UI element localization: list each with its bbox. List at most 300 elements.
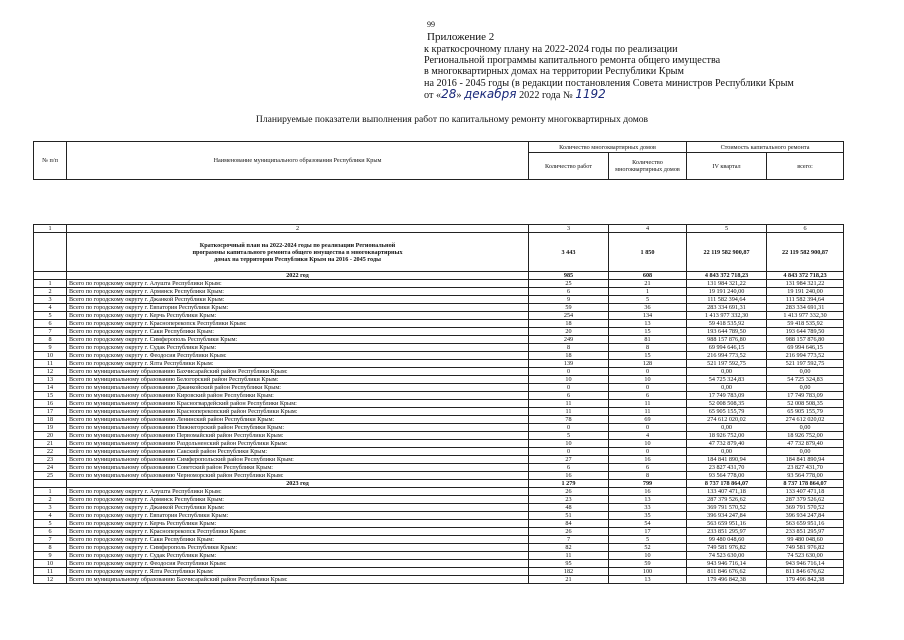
row-houses: 17	[609, 528, 687, 536]
row-q4: 23 827 431,70	[687, 464, 767, 472]
row-num: 5	[34, 520, 67, 528]
row-num: 21	[34, 440, 67, 448]
appendix-line: на 2016 - 2045 годы (в редакции постановления Совета министров Республики Крым	[424, 77, 794, 89]
row-q4: 521 197 592,75	[687, 360, 767, 368]
row-q4: 283 334 691,31	[687, 304, 767, 312]
row-num: 6	[34, 528, 67, 536]
row-houses: 81	[609, 336, 687, 344]
row-q4: 0,00	[687, 384, 767, 392]
year-works: 985	[529, 272, 609, 280]
row-total: 131 984 321,22	[767, 280, 844, 288]
row-name: Всего по городскому округу г. Симферополь Республики Крым:	[67, 544, 529, 552]
row-q4: 216 994 773,52	[687, 352, 767, 360]
row-works: 95	[529, 560, 609, 568]
row-q4: 93 564 778,00	[687, 472, 767, 480]
row-name: Всего по муниципальному образованию Джанкойский район Республики Крым:	[67, 384, 529, 392]
row-total: 17 749 783,09	[767, 392, 844, 400]
row-num: 25	[34, 472, 67, 480]
row-works: 20	[529, 328, 609, 336]
row-works: 11	[529, 408, 609, 416]
row-total: 111 582 394,64	[767, 296, 844, 304]
row-works: 6	[529, 288, 609, 296]
row-name: Всего по городскому округу г. Судак Республики Крым:	[67, 344, 529, 352]
row-works: 16	[529, 472, 609, 480]
row-name: Всего по муниципальному образованию Бахчисарайский район Республики Крым:	[67, 368, 529, 376]
row-num: 4	[34, 304, 67, 312]
row-name: Всего по городскому округу г. Евпатория Республики Крым:	[67, 512, 529, 520]
year-houses: 608	[609, 272, 687, 280]
table-row	[34, 320, 844, 328]
table-row	[34, 408, 844, 416]
row-q4: 811 846 676,62	[687, 568, 767, 576]
indicators-table	[33, 141, 844, 584]
row-q4: 233 851 295,97	[687, 528, 767, 536]
row-houses: 16	[609, 456, 687, 464]
row-works: 7	[529, 536, 609, 544]
row-total: 811 846 676,62	[767, 568, 844, 576]
row-works: 51	[529, 512, 609, 520]
row-works: 25	[529, 280, 609, 288]
year-q4: 4 843 372 718,23	[687, 272, 767, 280]
row-works: 0	[529, 368, 609, 376]
row-works: 249	[529, 336, 609, 344]
row-num: 2	[34, 496, 67, 504]
row-houses: 6	[609, 392, 687, 400]
row-name: Всего по городскому округу г. Джанкой Республики Крым:	[67, 296, 529, 304]
row-name: Всего по городскому округу г. Красноперекопск Республики Крым:	[67, 320, 529, 328]
row-name: Всего по муниципальному образованию Красноперекопский район Республики Крым:	[67, 408, 529, 416]
head-num: № п/п	[34, 142, 67, 180]
row-num: 3	[34, 296, 67, 304]
row-works: 139	[529, 360, 609, 368]
row-num: 8	[34, 544, 67, 552]
row-name: Всего по муниципальному образованию Ленинский район Республики Крым:	[67, 416, 529, 424]
table-row	[34, 528, 844, 536]
row-works: 21	[529, 576, 609, 584]
year-works: 1 279	[529, 480, 609, 488]
row-num: 6	[34, 320, 67, 328]
row-name: Всего по городскому округу г. Симферополь Республики Крым:	[67, 336, 529, 344]
table-row	[34, 448, 844, 456]
row-houses: 134	[609, 312, 687, 320]
row-name: Всего по городскому округу г. Красноперекопск Республики Крым:	[67, 528, 529, 536]
row-q4: 274 612 020,02	[687, 416, 767, 424]
row-q4: 17 749 783,09	[687, 392, 767, 400]
table-row	[34, 560, 844, 568]
row-total: 943 946 716,14	[767, 560, 844, 568]
summary-total: 22 119 582 900,87	[767, 233, 844, 272]
row-houses: 10	[609, 376, 687, 384]
row-name: Всего по муниципальному образованию Бахчисарайский район Республики Крым:	[67, 576, 529, 584]
row-num: 12	[34, 368, 67, 376]
row-houses: 0	[609, 448, 687, 456]
row-works: 0	[529, 424, 609, 432]
row-houses: 11	[609, 400, 687, 408]
appendix-line: Региональной программы капитального ремонта общего имущества	[424, 55, 721, 67]
row-total: 184 841 890,94	[767, 456, 844, 464]
row-name: Всего по городскому округу г. Керчь Республики Крым:	[67, 312, 529, 320]
row-name: Всего по городскому округу г. Саки Республики Крым:	[67, 536, 529, 544]
row-total: 369 791 570,52	[767, 504, 844, 512]
row-name: Всего по городскому округу г. Джанкой Республики Крым:	[67, 504, 529, 512]
row-works: 5	[529, 432, 609, 440]
row-num: 14	[34, 384, 67, 392]
row-q4: 193 644 789,50	[687, 328, 767, 336]
row-total: 521 197 592,75	[767, 360, 844, 368]
row-total: 99 480 048,60	[767, 536, 844, 544]
row-q4: 111 582 394,64	[687, 296, 767, 304]
row-houses: 11	[609, 408, 687, 416]
row-name: Всего по муниципальному образованию Сакский район Республики Крым:	[67, 448, 529, 456]
row-q4: 988 157 876,80	[687, 336, 767, 344]
row-name: Всего по муниципальному образованию Первомайский район Республики Крым:	[67, 432, 529, 440]
table-row	[34, 296, 844, 304]
page-number: 99	[427, 20, 435, 29]
row-houses: 35	[609, 512, 687, 520]
row-num: 13	[34, 376, 67, 384]
row-q4: 0,00	[687, 368, 767, 376]
row-works: 23	[529, 496, 609, 504]
row-total: 563 659 951,16	[767, 520, 844, 528]
row-works: 10	[529, 376, 609, 384]
row-total: 23 827 431,70	[767, 464, 844, 472]
row-num: 17	[34, 408, 67, 416]
row-num: 24	[34, 464, 67, 472]
row-houses: 69	[609, 416, 687, 424]
row-q4: 131 984 321,22	[687, 280, 767, 288]
head-total: всего:	[767, 153, 844, 180]
row-q4: 396 934 247,84	[687, 512, 767, 520]
row-q4: 54 725 324,83	[687, 376, 767, 384]
row-num: 19	[34, 424, 67, 432]
row-total: 69 994 646,15	[767, 344, 844, 352]
table-row	[34, 464, 844, 472]
row-total: 47 732 879,40	[767, 440, 844, 448]
table-row	[34, 496, 844, 504]
table-row	[34, 440, 844, 448]
row-num: 22	[34, 448, 67, 456]
year-q4: 8 737 178 864,07	[687, 480, 767, 488]
head-cost-group: Стоимость капитального ремонта	[687, 142, 844, 153]
row-num: 16	[34, 400, 67, 408]
row-works: 9	[529, 296, 609, 304]
row-total: 18 926 752,00	[767, 432, 844, 440]
table-row	[34, 352, 844, 360]
row-works: 6	[529, 392, 609, 400]
row-houses: 10	[609, 552, 687, 560]
table-row	[34, 344, 844, 352]
row-houses: 8	[609, 344, 687, 352]
row-num: 12	[34, 576, 67, 584]
row-works: 8	[529, 344, 609, 352]
row-q4: 0,00	[687, 424, 767, 432]
table-row	[34, 544, 844, 552]
row-num: 2	[34, 288, 67, 296]
row-houses: 0	[609, 384, 687, 392]
year-total: 4 843 372 718,23	[767, 272, 844, 280]
row-houses: 15	[609, 328, 687, 336]
row-total: 0,00	[767, 424, 844, 432]
row-houses: 5	[609, 536, 687, 544]
table-row	[34, 384, 844, 392]
row-q4: 47 732 879,40	[687, 440, 767, 448]
row-works: 11	[529, 552, 609, 560]
row-houses: 16	[609, 488, 687, 496]
row-num: 20	[34, 432, 67, 440]
row-q4: 18 926 752,00	[687, 432, 767, 440]
row-houses: 21	[609, 280, 687, 288]
date-year: 2022 года №	[516, 89, 573, 101]
table-row	[34, 328, 844, 336]
year-label: 2023 год	[67, 480, 529, 488]
row-q4: 99 480 048,60	[687, 536, 767, 544]
table-row	[34, 472, 844, 480]
row-q4: 69 994 646,15	[687, 344, 767, 352]
row-houses: 8	[609, 472, 687, 480]
row-name: Всего по городскому округу г. Феодосия Республики Крым:	[67, 352, 529, 360]
table-row	[34, 304, 844, 312]
row-q4: 749 581 976,82	[687, 544, 767, 552]
row-name: Всего по городскому округу г. Судак Республики Крым:	[67, 552, 529, 560]
row-total: 396 934 247,84	[767, 512, 844, 520]
table-row	[34, 392, 844, 400]
row-q4: 369 791 570,52	[687, 504, 767, 512]
row-q4: 287 379 526,62	[687, 496, 767, 504]
year-houses: 799	[609, 480, 687, 488]
row-q4: 74 523 630,00	[687, 552, 767, 560]
head-works: Количество работ	[529, 153, 609, 180]
row-name: Всего по муниципальному образованию Советский район Республики Крым:	[67, 464, 529, 472]
row-houses: 0	[609, 368, 687, 376]
row-name: Всего по городскому округу г. Армянск Республики Крым:	[67, 496, 529, 504]
row-total: 988 157 876,80	[767, 336, 844, 344]
row-total: 59 418 535,92	[767, 320, 844, 328]
row-num: 10	[34, 352, 67, 360]
row-num: 15	[34, 392, 67, 400]
table-row	[34, 280, 844, 288]
row-total: 287 379 526,62	[767, 496, 844, 504]
row-num: 5	[34, 312, 67, 320]
summary-q4: 22 119 582 900,87	[687, 233, 767, 272]
row-name: Всего по муниципальному образованию Кировский район Республики Крым:	[67, 392, 529, 400]
row-total: 19 191 240,00	[767, 288, 844, 296]
row-works: 82	[529, 544, 609, 552]
row-works: 59	[529, 304, 609, 312]
row-total: 193 644 789,50	[767, 328, 844, 336]
row-houses: 128	[609, 360, 687, 368]
row-total: 74 523 630,00	[767, 552, 844, 560]
row-houses: 59	[609, 560, 687, 568]
row-q4: 52 008 508,35	[687, 400, 767, 408]
summary-works: 3 443	[529, 233, 609, 272]
row-total: 54 725 324,83	[767, 376, 844, 384]
row-q4: 1 413 977 332,30	[687, 312, 767, 320]
row-num: 1	[34, 280, 67, 288]
row-name: Всего по муниципальному образованию Нижнегорский район Республики Крым:	[67, 424, 529, 432]
col-number: 2	[67, 225, 529, 233]
row-houses: 33	[609, 504, 687, 512]
row-num: 23	[34, 456, 67, 464]
row-total: 274 612 020,02	[767, 416, 844, 424]
year-row	[34, 480, 844, 488]
row-name: Всего по городскому округу г. Феодосия Республики Крым:	[67, 560, 529, 568]
year-label: 2022 год	[67, 272, 529, 280]
row-total: 65 905 155,79	[767, 408, 844, 416]
date-number: 1192	[575, 86, 606, 101]
row-works: 26	[529, 488, 609, 496]
row-name: Всего по городскому округу г. Ялта Республики Крым:	[67, 568, 529, 576]
row-name: Всего по муниципальному образованию Белогорский район Республики Крым:	[67, 376, 529, 384]
row-name: Всего по муниципальному образованию Красногвардейский район Республики Крым:	[67, 400, 529, 408]
col-number: 3	[529, 225, 609, 233]
summary-houses: 1 850	[609, 233, 687, 272]
row-q4: 943 946 716,14	[687, 560, 767, 568]
table-row	[34, 536, 844, 544]
table-row	[34, 520, 844, 528]
row-houses: 13	[609, 496, 687, 504]
table-row	[34, 288, 844, 296]
col-number: 1	[34, 225, 67, 233]
row-houses: 5	[609, 296, 687, 304]
row-houses: 52	[609, 544, 687, 552]
row-works: 11	[529, 400, 609, 408]
col-number: 6	[767, 225, 844, 233]
table-row	[34, 360, 844, 368]
row-total: 93 564 778,00	[767, 472, 844, 480]
row-q4: 184 841 890,94	[687, 456, 767, 464]
row-works: 26	[529, 528, 609, 536]
col-number: 5	[687, 225, 767, 233]
appendix-block	[424, 44, 794, 100]
table-row	[34, 376, 844, 384]
row-name: Всего по муниципальному образованию Раздольненский район Республики Крым:	[67, 440, 529, 448]
row-num: 7	[34, 328, 67, 336]
row-total: 1 413 977 332,30	[767, 312, 844, 320]
row-name: Всего по муниципальному образованию Симферопольский район Республики Крым:	[67, 456, 529, 464]
row-q4: 563 659 951,16	[687, 520, 767, 528]
row-houses: 10	[609, 440, 687, 448]
row-total: 216 994 773,52	[767, 352, 844, 360]
row-houses: 13	[609, 576, 687, 584]
appendix-line: к краткосрочному плану на 2022-2024 годы по реализации	[424, 44, 678, 55]
table-row	[34, 512, 844, 520]
row-total: 749 581 976,82	[767, 544, 844, 552]
row-houses: 15	[609, 352, 687, 360]
row-total: 283 334 691,31	[767, 304, 844, 312]
appendix-line: в многоквартирных домах на территории Республики Крым	[424, 66, 684, 78]
date-mid: »	[456, 89, 464, 101]
row-works: 78	[529, 416, 609, 424]
row-total: 233 851 295,97	[767, 528, 844, 536]
row-name: Всего по муниципальному образованию Черноморский район Республики Крым:	[67, 472, 529, 480]
row-num: 7	[34, 536, 67, 544]
row-total: 0,00	[767, 384, 844, 392]
head-houses: Количество многоквартирных домов	[609, 153, 687, 180]
head-q4: IV квартал	[687, 153, 767, 180]
year-row	[34, 272, 844, 280]
row-name: Всего по городскому округу г. Ялта Республики Крым:	[67, 360, 529, 368]
row-houses: 1	[609, 288, 687, 296]
row-num: 18	[34, 416, 67, 424]
row-houses: 36	[609, 304, 687, 312]
row-num: 4	[34, 512, 67, 520]
row-num: 9	[34, 344, 67, 352]
row-houses: 4	[609, 432, 687, 440]
summary-title: Краткосрочный план на 2022-2024 годы по реализации Региональной программы капитального ремонта общего имущества в многоквартирных домах на территории Республики Крым на 2016 - 2045 годы	[67, 233, 529, 272]
row-name: Всего по городскому округу г. Алушта Республики Крым:	[67, 488, 529, 496]
row-works: 18	[529, 320, 609, 328]
row-houses: 13	[609, 320, 687, 328]
row-num: 3	[34, 504, 67, 512]
table-row	[34, 488, 844, 496]
row-works: 6	[529, 464, 609, 472]
table-row	[34, 576, 844, 584]
row-total: 133 407 471,18	[767, 488, 844, 496]
row-num: 10	[34, 560, 67, 568]
row-works: 0	[529, 448, 609, 456]
table-row	[34, 400, 844, 408]
row-q4: 65 905 155,79	[687, 408, 767, 416]
appendix-date-line	[424, 86, 794, 101]
row-num: 8	[34, 336, 67, 344]
date-day: 28	[441, 86, 457, 101]
row-name: Всего по городскому округу г. Алушта Республики Крым:	[67, 280, 529, 288]
row-q4: 0,00	[687, 448, 767, 456]
date-prefix: от «	[424, 89, 442, 101]
row-houses: 54	[609, 520, 687, 528]
row-name: Всего по городскому округу г. Армянск Республики Крым:	[67, 288, 529, 296]
row-q4: 19 191 240,00	[687, 288, 767, 296]
row-houses: 6	[609, 464, 687, 472]
table-row	[34, 568, 844, 576]
col-number: 4	[609, 225, 687, 233]
row-works: 48	[529, 504, 609, 512]
row-q4: 59 418 535,92	[687, 320, 767, 328]
row-works: 0	[529, 384, 609, 392]
row-works: 27	[529, 456, 609, 464]
date-month: декабря	[463, 86, 517, 101]
row-num: 1	[34, 488, 67, 496]
table-row	[34, 312, 844, 320]
table-row	[34, 368, 844, 376]
row-name: Всего по городскому округу г. Керчь Республики Крым:	[67, 520, 529, 528]
appendix-title: Приложение 2	[427, 31, 495, 43]
table-row	[34, 336, 844, 344]
row-total: 0,00	[767, 448, 844, 456]
head-name: Наименование муниципального образования Республики Крым	[67, 142, 529, 180]
table-row	[34, 504, 844, 512]
row-name: Всего по городскому округу г. Саки Республики Крым:	[67, 328, 529, 336]
document-title: Планируемые показатели выполнения работ по капитальному ремонту многоквартирных домов	[255, 114, 649, 125]
table-row	[34, 552, 844, 560]
table-row	[34, 424, 844, 432]
table-row	[34, 416, 844, 424]
row-total: 179 496 842,38	[767, 576, 844, 584]
row-num: 11	[34, 360, 67, 368]
head-qty-group: Количество многоквартирных домов	[529, 142, 687, 153]
row-houses: 0	[609, 424, 687, 432]
row-name: Всего по городскому округу г. Евпатория Республики Крым:	[67, 304, 529, 312]
table-row	[34, 432, 844, 440]
row-num: 11	[34, 568, 67, 576]
row-works: 84	[529, 520, 609, 528]
year-total: 8 737 178 864,07	[767, 480, 844, 488]
row-works: 254	[529, 312, 609, 320]
row-total: 52 008 508,35	[767, 400, 844, 408]
row-q4: 179 496 842,38	[687, 576, 767, 584]
row-num: 9	[34, 552, 67, 560]
row-houses: 100	[609, 568, 687, 576]
